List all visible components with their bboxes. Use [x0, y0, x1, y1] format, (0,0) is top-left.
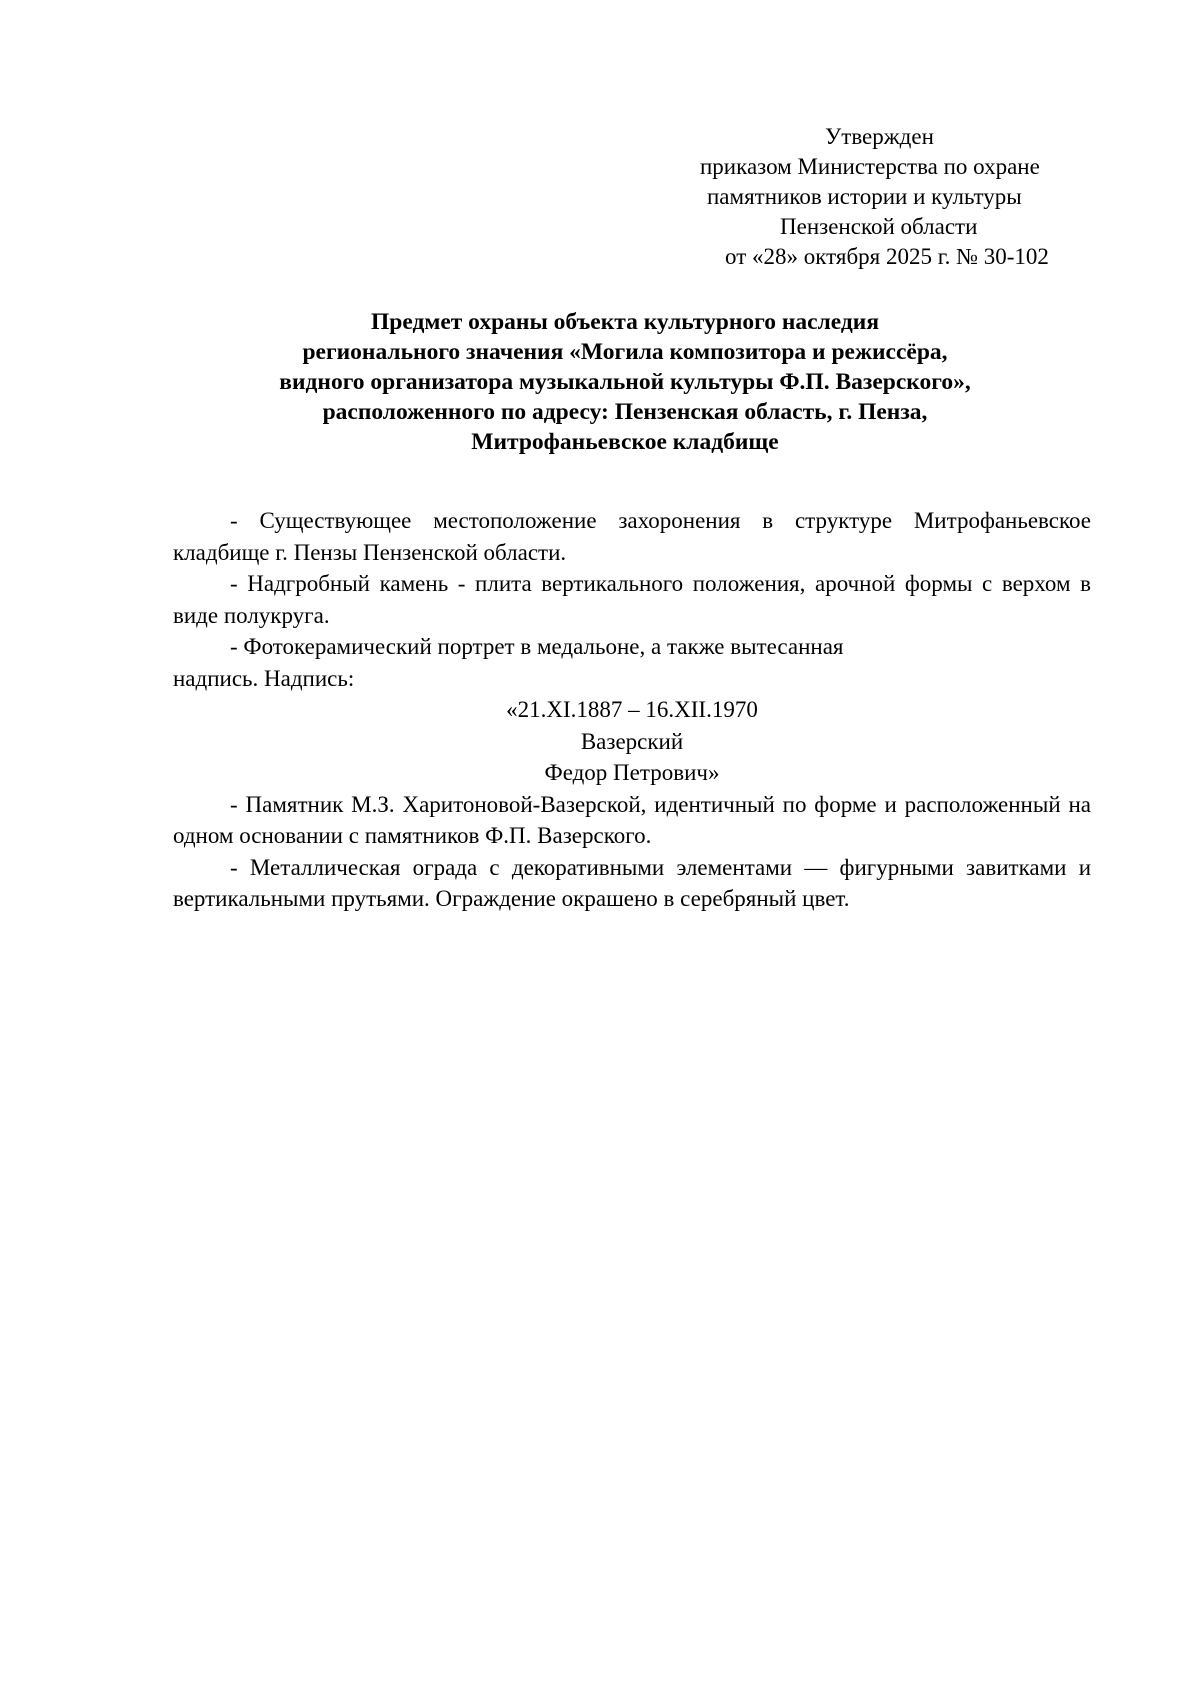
inscription-name: Федор Петрович» [544, 760, 720, 785]
protection-item-fence: - Металлическая ограда с декоративными элементами — фигурными завитками и вертикальными прутьями. Ограждение окрашено в серебряный цвет. [173, 854, 1091, 911]
title-line: регионального значения «Могила композитора и режиссёра, [302, 339, 948, 365]
title-line: Предмет охраны объекта культурного наследия [370, 309, 880, 335]
approval-stamp [690, 122, 1110, 272]
approval-line: приказом Министерства по охране [700, 154, 1040, 179]
protection-item-portrait-cont: надпись. Надпись: [173, 665, 355, 691]
inscription-text [173, 694, 1091, 789]
inscription-surname: Вазерский [580, 728, 684, 754]
protection-item-monument: - Памятник М.З. Харитоновой-Вазерской, идентичный по форме и расположенный на одном основании с памятников Ф.П. Вазерского. [173, 791, 1091, 848]
title-line: видного организатора музыкальной культуры Ф.П. Вазерского», [279, 369, 971, 395]
approval-line: Утвержден [825, 124, 934, 149]
approval-line: Пензенской области [780, 214, 978, 239]
document-title [170, 307, 1080, 457]
approval-line: памятников истории и культуры [707, 184, 1022, 209]
title-line: расположенного по адресу: Пензенская область, г. Пенза, [322, 399, 928, 425]
protection-item-location: - Существующее местоположение захоронения в структуре Митрофаньевское кладбище г. Пензы Пензенской области. [173, 508, 1091, 565]
inscription-dates: «21.XI.1887 – 16.XII.1970 [506, 697, 758, 722]
protection-item-portrait: - Фотокерамический портрет в медальоне, а также вытесанная [230, 634, 844, 659]
protection-item-tombstone: - Надгробный камень - плита вертикального положения, арочной формы с верхом в виде полукруга. [173, 571, 1091, 628]
document-body [173, 505, 1091, 915]
approval-order-number: от «28» октября 2025 г. № 30-102 [725, 244, 1049, 269]
title-line: Митрофаньевское кладбище [471, 429, 779, 455]
